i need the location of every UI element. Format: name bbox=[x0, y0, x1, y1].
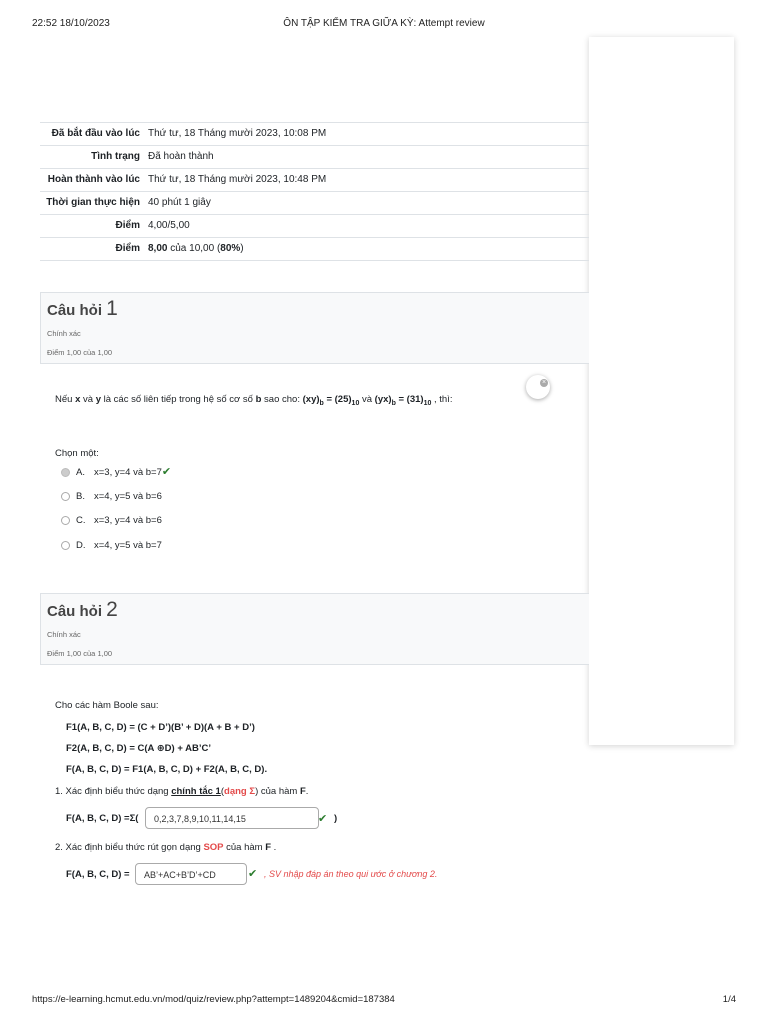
summary-value: Thứ tư, 18 Tháng mười 2023, 10:48 PM bbox=[144, 169, 589, 192]
summary-label: Điểm bbox=[40, 215, 144, 238]
question-number bbox=[47, 297, 118, 321]
question-label: Câu hỏi bbox=[47, 603, 102, 620]
option-letter: D. bbox=[76, 540, 86, 551]
grade-value: 8,00 bbox=[148, 243, 168, 254]
question-1-text: Nếu x và y là các số liên tiếp trong hệ số cơ số b sao cho: $(xy)_b = (25)_{10}$ và $(yx)_b = (31)_{10}$ , thì: bbox=[55, 394, 453, 407]
question-2-info bbox=[40, 593, 589, 665]
answer-2-label: F(A, B, C, D) = bbox=[66, 869, 130, 880]
answer-2-note: , SV nhập đáp án theo qui ước ở chương 2. bbox=[264, 869, 438, 879]
summary-value: 40 phút 1 giây bbox=[144, 192, 589, 215]
radio[interactable] bbox=[61, 492, 70, 501]
formula-f2: F2(A, B, C, D) = C(A ⊕D) + AB’C’ bbox=[66, 743, 212, 754]
summary-label: Tình trạng bbox=[40, 146, 144, 169]
flag-icon: × bbox=[541, 379, 547, 386]
grade-percent: 80% bbox=[220, 243, 241, 254]
question-number-value: 2 bbox=[106, 598, 118, 621]
answer-1-label: F(A, B, C, D) =Σ( bbox=[66, 813, 139, 824]
page-url: https://e-learning.hcmut.edu.vn/mod/quiz/review.php?attempt=1489204&cmid=187384 bbox=[32, 994, 395, 1005]
summary-value bbox=[144, 238, 589, 261]
summary-label: Đã bắt đầu vào lúc bbox=[40, 123, 144, 146]
radio[interactable] bbox=[61, 541, 70, 550]
print-header bbox=[0, 18, 768, 32]
summary-value: Thứ tư, 18 Tháng mười 2023, 10:08 PM bbox=[144, 123, 589, 146]
check-icon: ✔ bbox=[161, 466, 172, 478]
answer-prompt: Chọn một: bbox=[55, 448, 99, 459]
summary-value: Đã hoàn thành bbox=[144, 146, 589, 169]
grade-out-of: của 10,00 ( bbox=[167, 243, 221, 254]
question-number-value: 1 bbox=[106, 297, 118, 320]
answer-1-input[interactable]: 0,2,3,7,8,9,10,11,14,15 bbox=[145, 807, 319, 829]
summary-row bbox=[40, 123, 589, 146]
radio-selected[interactable] bbox=[61, 468, 70, 477]
answer-option-c[interactable] bbox=[61, 514, 162, 528]
summary-label: Điểm bbox=[40, 238, 144, 261]
question-1-info bbox=[40, 292, 589, 364]
question-label: Câu hỏi bbox=[47, 302, 102, 319]
quiz-navigation-panel bbox=[589, 37, 734, 745]
check-icon: ✔ bbox=[318, 813, 328, 825]
summary-row bbox=[40, 215, 589, 238]
print-title: ÔN TẬP KIỂM TRA GIỮA KỲ: Attempt review bbox=[283, 18, 485, 29]
sub-question-2: 2. Xác định biểu thức rút gọn dạng SOP của hàm F . bbox=[55, 842, 277, 853]
sub-question-1: 1. Xác định biểu thức dạng chính tắc 1(dạng Σ) của hàm F. bbox=[55, 786, 309, 797]
check-icon: ✔ bbox=[248, 868, 258, 880]
option-letter: A. bbox=[76, 467, 85, 478]
question-state: Chính xác bbox=[47, 630, 81, 639]
summary-row bbox=[40, 169, 589, 192]
option-letter: B. bbox=[76, 491, 85, 502]
question-grade: Điểm 1,00 của 1,00 bbox=[47, 348, 113, 357]
summary-label: Thời gian thực hiện bbox=[40, 192, 144, 215]
question-state: Chính xác bbox=[47, 329, 81, 338]
option-text: x=4, y=5 và b=7 bbox=[94, 540, 162, 551]
option-text: x=3, y=4 và b=6 bbox=[94, 515, 162, 526]
option-text: x=4, y=5 và b=6 bbox=[94, 491, 162, 502]
summary-row bbox=[40, 238, 589, 261]
print-datetime: 22:52 18/10/2023 bbox=[32, 18, 110, 29]
answer-2-input[interactable]: AB’+AC+B’D’+CD bbox=[135, 863, 247, 885]
question-2-intro: Cho các hàm Boole sau: bbox=[55, 700, 159, 711]
option-text: x=3, y=4 và b=7 bbox=[94, 467, 162, 478]
summary-label: Hoàn thành vào lúc bbox=[40, 169, 144, 192]
summary-row bbox=[40, 192, 589, 215]
question-grade: Điểm 1,00 của 1,00 bbox=[47, 649, 113, 658]
option-letter: C. bbox=[76, 515, 86, 526]
answer-option-b[interactable] bbox=[61, 490, 162, 504]
answer-option-d[interactable] bbox=[61, 539, 162, 553]
radio[interactable] bbox=[61, 516, 70, 525]
attempt-summary-table bbox=[40, 122, 589, 261]
summary-value: 4,00/5,00 bbox=[144, 215, 589, 238]
formula-f: F(A, B, C, D) = F1(A, B, C, D) + F2(A, B, C, D). bbox=[66, 764, 268, 775]
question-number bbox=[47, 598, 118, 622]
answer-option-a[interactable] bbox=[61, 465, 171, 479]
page-number: 1/4 bbox=[722, 994, 736, 1005]
grade-close: ) bbox=[240, 243, 244, 254]
answer-1-close: ) bbox=[334, 813, 338, 824]
formula-f1: F1(A, B, C, D) = (C + D’)(B’ + D)(A + B + D’) bbox=[66, 722, 255, 733]
summary-row bbox=[40, 146, 589, 169]
flag-question-button[interactable] bbox=[526, 375, 550, 399]
